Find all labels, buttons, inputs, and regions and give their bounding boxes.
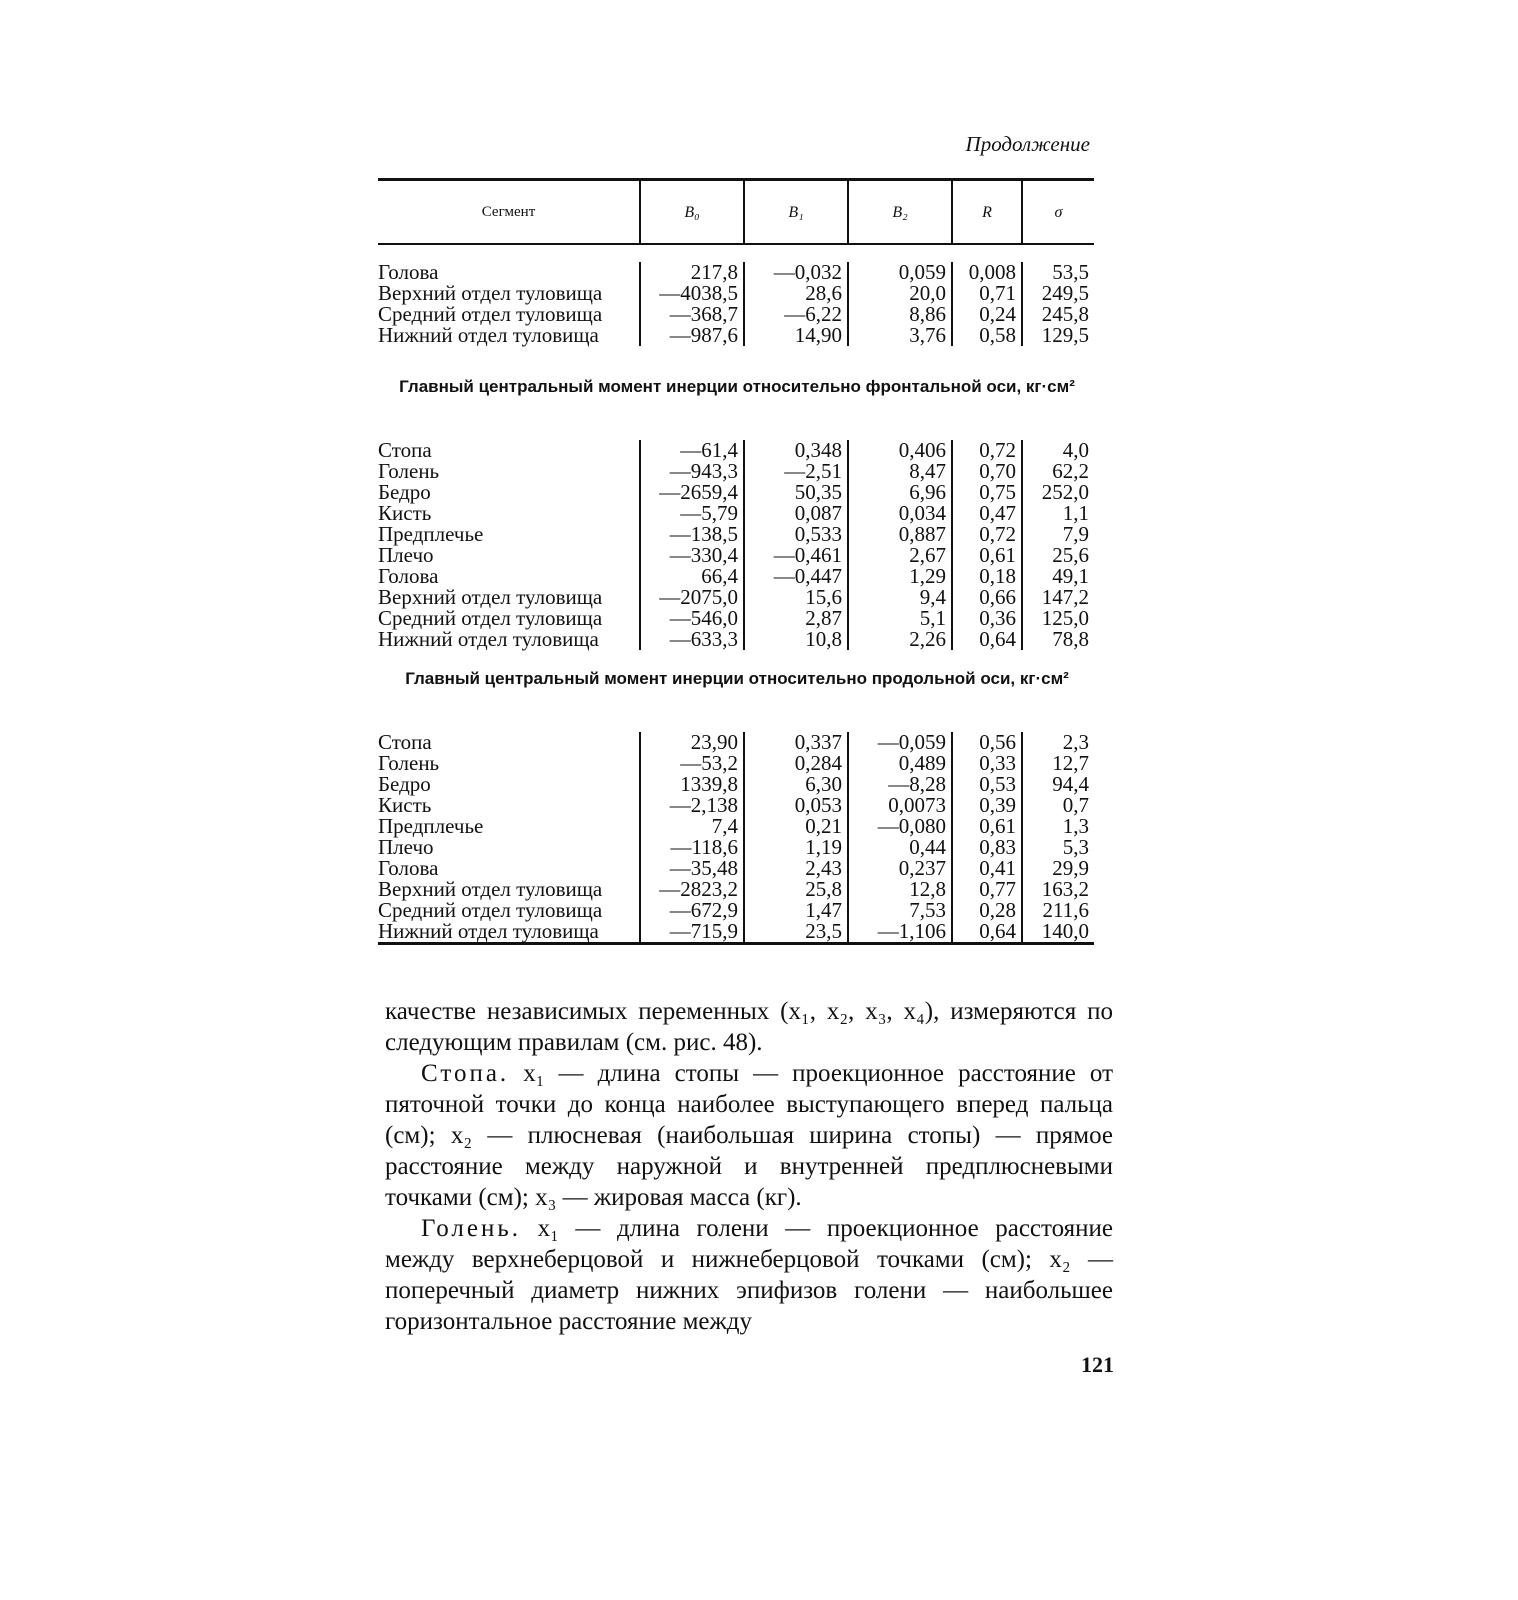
value-cell: 23,90 bbox=[640, 732, 744, 753]
value-cell: —8,28 bbox=[848, 774, 952, 795]
value-cell: 53,5 bbox=[1022, 262, 1094, 283]
value-cell: 2,3 bbox=[1022, 732, 1094, 753]
value-cell: —0,447 bbox=[744, 566, 848, 587]
value-cell: —715,9 bbox=[640, 921, 744, 944]
value-cell: 0,887 bbox=[848, 524, 952, 545]
section2-table bbox=[378, 440, 1094, 650]
value-cell: 49,1 bbox=[1022, 566, 1094, 587]
value-cell: —987,6 bbox=[640, 325, 744, 346]
value-cell: 12,7 bbox=[1022, 753, 1094, 774]
table-row bbox=[378, 795, 1094, 816]
segment-name-cell: Плечо bbox=[378, 835, 434, 859]
value-cell: 2,87 bbox=[744, 608, 848, 629]
value-cell: 9,4 bbox=[848, 587, 952, 608]
value-cell: —330,4 bbox=[640, 545, 744, 566]
value-cell: 211,6 bbox=[1022, 900, 1094, 921]
table-row bbox=[378, 461, 1094, 482]
table-row bbox=[378, 816, 1094, 837]
table-row bbox=[378, 879, 1094, 900]
value-cell: —2,138 bbox=[640, 795, 744, 816]
value-cell: 25,8 bbox=[744, 879, 848, 900]
segment-name-cell: Плечо bbox=[378, 543, 434, 567]
table-row bbox=[378, 858, 1094, 879]
value-cell: 2,67 bbox=[848, 545, 952, 566]
value-cell: 217,8 bbox=[640, 262, 744, 283]
value-cell: 0,83 bbox=[952, 837, 1022, 858]
table-row bbox=[378, 732, 1094, 753]
value-cell: 2,26 bbox=[848, 629, 952, 650]
value-cell: 1,1 bbox=[1022, 503, 1094, 524]
paragraph-3 bbox=[385, 1213, 1113, 1337]
value-cell: —2,51 bbox=[744, 461, 848, 482]
value-cell: 0,47 bbox=[952, 503, 1022, 524]
table-row bbox=[378, 587, 1094, 608]
value-cell: —6,22 bbox=[744, 304, 848, 325]
value-cell: 0,64 bbox=[952, 629, 1022, 650]
table-row bbox=[378, 545, 1094, 566]
value-cell: —2659,4 bbox=[640, 482, 744, 503]
value-cell: 4,0 bbox=[1022, 440, 1094, 461]
value-cell: 147,2 bbox=[1022, 587, 1094, 608]
value-cell: —0,080 bbox=[848, 816, 952, 837]
value-cell: —138,5 bbox=[640, 524, 744, 545]
segment-name-cell: Бедро bbox=[378, 480, 431, 504]
value-cell: —53,2 bbox=[640, 753, 744, 774]
value-cell: 0,087 bbox=[744, 503, 848, 524]
segment-name-cell: Средний отдел туловища bbox=[378, 898, 603, 922]
value-cell: —2075,0 bbox=[640, 587, 744, 608]
value-cell: 1,3 bbox=[1022, 816, 1094, 837]
value-cell: —633,3 bbox=[640, 629, 744, 650]
value-cell: 0,75 bbox=[952, 482, 1022, 503]
value-cell: —1,106 bbox=[848, 921, 952, 944]
segment-name-cell: Голова bbox=[378, 564, 439, 588]
value-cell: 0,533 bbox=[744, 524, 848, 545]
value-cell: 7,4 bbox=[640, 816, 744, 837]
value-cell: 0,7 bbox=[1022, 795, 1094, 816]
value-cell: 8,47 bbox=[848, 461, 952, 482]
table-row bbox=[378, 753, 1094, 774]
paragraph-2-text: x₁ — длина стопы — проекционное расстояние от пяточной точки до конца наиболее выступающего вперед пальца (см); x₂ — плюсневая (наибольшая ширина стопы) — прямое расстояние между наружной и внутренней предплюсневыми точками (см); x₃ — жировая масса (кг). bbox=[385, 1060, 1113, 1211]
table-row bbox=[378, 774, 1094, 795]
value-cell: 12,8 bbox=[848, 879, 952, 900]
table-row bbox=[378, 503, 1094, 524]
segment-name-cell: Верхний отдел туловища bbox=[378, 877, 603, 901]
value-cell: 0,406 bbox=[848, 440, 952, 461]
value-cell: 10,8 bbox=[744, 629, 848, 650]
table-row bbox=[378, 629, 1094, 650]
segment-name-cell: Средний отдел туловища bbox=[378, 302, 603, 326]
value-cell: —61,4 bbox=[640, 440, 744, 461]
header-b1: B₁ bbox=[744, 180, 848, 245]
value-cell: 62,2 bbox=[1022, 461, 1094, 482]
segment-name-cell: Голень bbox=[378, 459, 440, 483]
value-cell: 0,36 bbox=[952, 608, 1022, 629]
value-cell: 125,0 bbox=[1022, 608, 1094, 629]
value-cell: 7,53 bbox=[848, 900, 952, 921]
header-b0: B₀ bbox=[640, 180, 744, 245]
segment-name-cell: Нижний отдел туловища bbox=[378, 919, 599, 943]
table-row bbox=[378, 482, 1094, 503]
table-row bbox=[378, 524, 1094, 545]
header-sigma: σ bbox=[1022, 180, 1094, 245]
segment-name-cell: Нижний отдел туловища bbox=[378, 627, 599, 651]
value-cell: 23,5 bbox=[744, 921, 848, 944]
value-cell: 0,059 bbox=[848, 262, 952, 283]
segment-name-cell: Кисть bbox=[378, 793, 432, 817]
value-cell: 0,39 bbox=[952, 795, 1022, 816]
value-cell: 249,5 bbox=[1022, 283, 1094, 304]
value-cell: 163,2 bbox=[1022, 879, 1094, 900]
value-cell: 0,034 bbox=[848, 503, 952, 524]
header-b2: B₂ bbox=[848, 180, 952, 245]
segment-name-cell: Предплечье bbox=[378, 522, 484, 546]
value-cell: 0,44 bbox=[848, 837, 952, 858]
table-row bbox=[378, 262, 1094, 283]
section2-caption: Главный центральный момент инерции относительно фронтальной оси, кг·см² bbox=[399, 377, 1075, 396]
segment-name-cell: Предплечье bbox=[378, 814, 484, 838]
value-cell: 0,64 bbox=[952, 921, 1022, 944]
value-cell: 1339,8 bbox=[640, 774, 744, 795]
value-cell: 5,1 bbox=[848, 608, 952, 629]
value-cell: 0,72 bbox=[952, 440, 1022, 461]
value-cell: 0,70 bbox=[952, 461, 1022, 482]
value-cell: —118,6 bbox=[640, 837, 744, 858]
value-cell: —4038,5 bbox=[640, 283, 744, 304]
value-cell: 94,4 bbox=[1022, 774, 1094, 795]
value-cell: —5,79 bbox=[640, 503, 744, 524]
value-cell: 245,8 bbox=[1022, 304, 1094, 325]
section1-table bbox=[378, 262, 1094, 346]
value-cell: 0,58 bbox=[952, 325, 1022, 346]
body-text bbox=[385, 996, 1113, 1337]
segment-name-cell: Верхний отдел туловища bbox=[378, 281, 603, 305]
value-cell: 0,41 bbox=[952, 858, 1022, 879]
value-cell: 0,18 bbox=[952, 566, 1022, 587]
paragraph-2 bbox=[385, 1058, 1113, 1213]
value-cell: 0,008 bbox=[952, 262, 1022, 283]
value-cell: 25,6 bbox=[1022, 545, 1094, 566]
value-cell: 2,43 bbox=[744, 858, 848, 879]
value-cell: 14,90 bbox=[744, 325, 848, 346]
value-cell: 7,9 bbox=[1022, 524, 1094, 545]
value-cell: 0,237 bbox=[848, 858, 952, 879]
value-cell: 252,0 bbox=[1022, 482, 1094, 503]
value-cell: 0,33 bbox=[952, 753, 1022, 774]
value-cell: 1,19 bbox=[744, 837, 848, 858]
value-cell: 0,337 bbox=[744, 732, 848, 753]
segment-name-cell: Голова bbox=[378, 260, 439, 284]
value-cell: 6,30 bbox=[744, 774, 848, 795]
section3-caption: Главный центральный момент инерции относительно продольной оси, кг·см² bbox=[405, 669, 1069, 688]
value-cell: —0,059 bbox=[848, 732, 952, 753]
value-cell: —672,9 bbox=[640, 900, 744, 921]
table-header bbox=[378, 178, 1094, 245]
value-cell: —35,48 bbox=[640, 858, 744, 879]
value-cell: 78,8 bbox=[1022, 629, 1094, 650]
value-cell: 6,96 bbox=[848, 482, 952, 503]
table-row bbox=[378, 837, 1094, 858]
value-cell: 0,53 bbox=[952, 774, 1022, 795]
value-cell: 66,4 bbox=[640, 566, 744, 587]
value-cell: 0,489 bbox=[848, 753, 952, 774]
table-row bbox=[378, 900, 1094, 921]
header-segment: Сегмент bbox=[481, 203, 536, 220]
value-cell: 0,053 bbox=[744, 795, 848, 816]
value-cell: 50,35 bbox=[744, 482, 848, 503]
value-cell: 0,348 bbox=[744, 440, 848, 461]
table-row bbox=[378, 325, 1094, 346]
value-cell: —943,3 bbox=[640, 461, 744, 482]
value-cell: 0,56 bbox=[952, 732, 1022, 753]
value-cell: 29,9 bbox=[1022, 858, 1094, 879]
value-cell: 5,3 bbox=[1022, 837, 1094, 858]
table-row bbox=[378, 566, 1094, 587]
value-cell: 129,5 bbox=[1022, 325, 1094, 346]
segment-name-cell: Стопа bbox=[378, 438, 432, 462]
table-row bbox=[378, 440, 1094, 461]
value-cell: 0,24 bbox=[952, 304, 1022, 325]
segment-name-cell: Кисть bbox=[378, 501, 432, 525]
paragraph-1: качестве независимых переменных (x₁, x₂, x₃, x₄), измеряются по следующим правилам (см. рис. 48). bbox=[385, 998, 1113, 1056]
paragraph-3-lead: Голень. bbox=[421, 1215, 522, 1242]
segment-name-cell: Средний отдел туловища bbox=[378, 606, 603, 630]
value-cell: 140,0 bbox=[1022, 921, 1094, 944]
paragraph-2-lead: Стопа. bbox=[421, 1060, 510, 1087]
value-cell: 8,86 bbox=[848, 304, 952, 325]
value-cell: 0,284 bbox=[744, 753, 848, 774]
value-cell: 20,0 bbox=[848, 283, 952, 304]
segment-name-cell: Голова bbox=[378, 856, 439, 880]
segment-name-cell: Бедро bbox=[378, 772, 431, 796]
table-row bbox=[378, 283, 1094, 304]
continuation-label: Продолжение bbox=[965, 132, 1090, 156]
value-cell: 0,72 bbox=[952, 524, 1022, 545]
segment-name-cell: Верхний отдел туловища bbox=[378, 585, 603, 609]
value-cell: 1,29 bbox=[848, 566, 952, 587]
value-cell: —546,0 bbox=[640, 608, 744, 629]
segment-name-cell: Нижний отдел туловища bbox=[378, 323, 599, 347]
value-cell: 0,71 bbox=[952, 283, 1022, 304]
value-cell: —2823,2 bbox=[640, 879, 744, 900]
section3-table bbox=[378, 732, 1094, 945]
value-cell: 28,6 bbox=[744, 283, 848, 304]
value-cell: 0,21 bbox=[744, 816, 848, 837]
value-cell: 0,77 bbox=[952, 879, 1022, 900]
value-cell: —0,032 bbox=[744, 262, 848, 283]
segment-name-cell: Голень bbox=[378, 751, 440, 775]
table-row bbox=[378, 304, 1094, 325]
paragraph-3-text: x₁ — длина голени — проекционное расстояние между верхнеберцовой и нижнеберцовой точками (см); x₂ — поперечный диаметр нижних эпифизов голени — наибольшее горизонтальное расстояние между bbox=[385, 1215, 1113, 1335]
value-cell: 15,6 bbox=[744, 587, 848, 608]
segment-name-cell: Стопа bbox=[378, 730, 432, 754]
value-cell: 3,76 bbox=[848, 325, 952, 346]
value-cell: 1,47 bbox=[744, 900, 848, 921]
value-cell: 0,28 bbox=[952, 900, 1022, 921]
table-row bbox=[378, 608, 1094, 629]
value-cell: 0,61 bbox=[952, 545, 1022, 566]
header-r: R bbox=[952, 180, 1022, 245]
table-row bbox=[378, 921, 1094, 944]
value-cell: —0,461 bbox=[744, 545, 848, 566]
value-cell: —368,7 bbox=[640, 304, 744, 325]
page-number: 121 bbox=[1081, 1352, 1114, 1377]
value-cell: 0,66 bbox=[952, 587, 1022, 608]
value-cell: 0,0073 bbox=[848, 795, 952, 816]
value-cell: 0,61 bbox=[952, 816, 1022, 837]
